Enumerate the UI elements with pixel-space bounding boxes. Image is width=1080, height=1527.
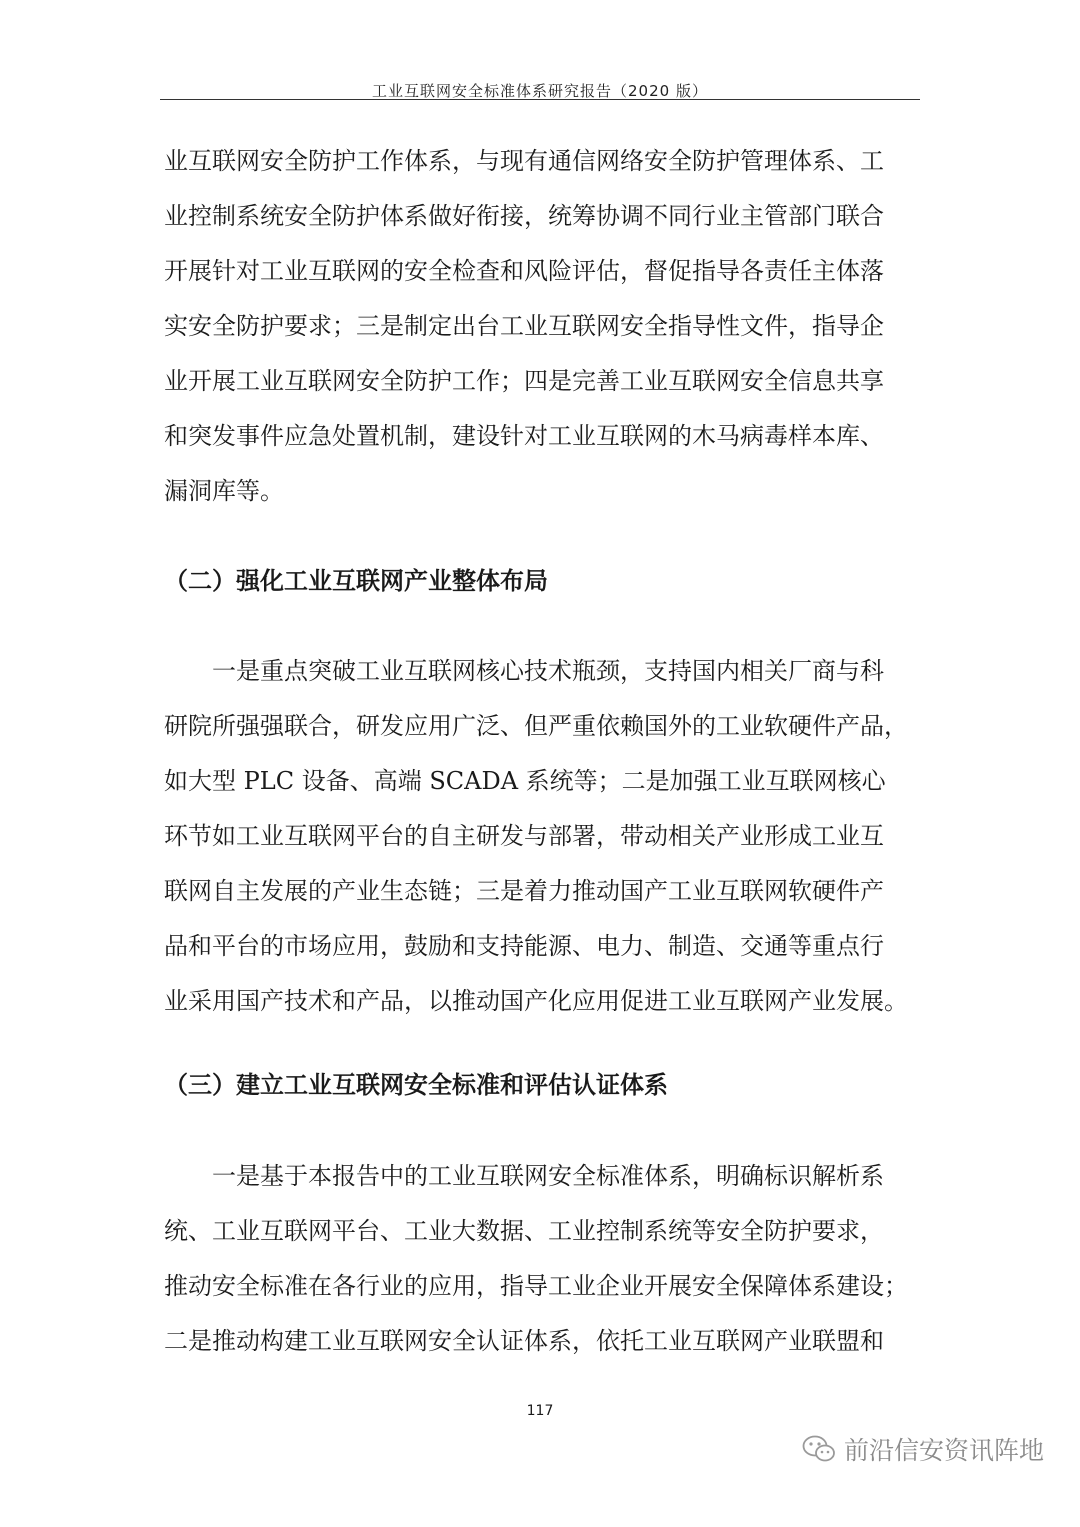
section-heading-3: （三）建立工业互联网安全标准和评估认证体系	[164, 1071, 668, 1099]
paragraph-1-line: 和突发事件应急处置机制，建设针对工业互联网的木马病毒样本库、	[164, 422, 884, 450]
paragraph-2-line: 品和平台的市场应用，鼓励和支持能源、电力、制造、交通等重点行	[164, 932, 884, 960]
paragraph-1-line: 业开展工业互联网安全防护工作；四是完善工业互联网安全信息共享	[164, 367, 884, 395]
paragraph-1-line: 漏洞库等。	[164, 477, 284, 505]
paragraph-1-line: 业互联网安全防护工作体系，与现有通信网络安全防护管理体系、工	[164, 147, 884, 175]
section-heading-2: （二）强化工业互联网产业整体布局	[164, 567, 548, 595]
paragraph-1-line: 开展针对工业互联网的安全检查和风险评估，督促指导各责任主体落	[164, 257, 884, 285]
header-divider	[160, 99, 920, 100]
paragraph-2-line: 研院所强强联合，研发应用广泛、但严重依赖国外的工业软硬件产品，	[164, 712, 908, 740]
paragraph-2-line: 环节如工业互联网平台的自主研发与部署，带动相关产业形成工业互	[164, 822, 884, 850]
page-number: 117	[526, 1403, 554, 1419]
paragraph-2-line: 联网自主发展的产业生态链；三是着力推动国产工业互联网软硬件产	[164, 877, 884, 905]
paragraph-1-line: 业控制系统安全防护体系做好衔接，统筹协调不同行业主管部门联合	[164, 202, 884, 230]
watermark	[802, 1431, 1044, 1467]
wechat-icon	[802, 1435, 836, 1463]
paragraph-3-line: 推动安全标准在各行业的应用，指导工业企业开展安全保障体系建设；	[164, 1272, 908, 1300]
running-header: 工业互联网安全标准体系研究报告（2020 版）	[372, 82, 708, 100]
paragraph-3-line: 一是基于本报告中的工业互联网安全标准体系，明确标识解析系	[212, 1162, 884, 1190]
paragraph-3-line: 统、工业互联网平台、工业大数据、工业控制系统等安全防护要求，	[164, 1217, 884, 1245]
paragraph-2-line: 如大型 PLC 设备、高端 SCADA 系统等；二是加强工业互联网核心	[164, 767, 886, 795]
paragraph-1-line: 实安全防护要求；三是制定出台工业互联网安全指导性文件，指导企	[164, 312, 884, 340]
paragraph-2-line: 一是重点突破工业互联网核心技术瓶颈，支持国内相关厂商与科	[212, 657, 884, 685]
paragraph-3-line: 二是推动构建工业互联网安全认证体系，依托工业互联网产业联盟和	[164, 1327, 884, 1355]
watermark-text: 前沿信安资讯阵地	[843, 1436, 1044, 1465]
paragraph-2-line: 业采用国产技术和产品，以推动国产化应用促进工业互联网产业发展。	[164, 987, 908, 1015]
